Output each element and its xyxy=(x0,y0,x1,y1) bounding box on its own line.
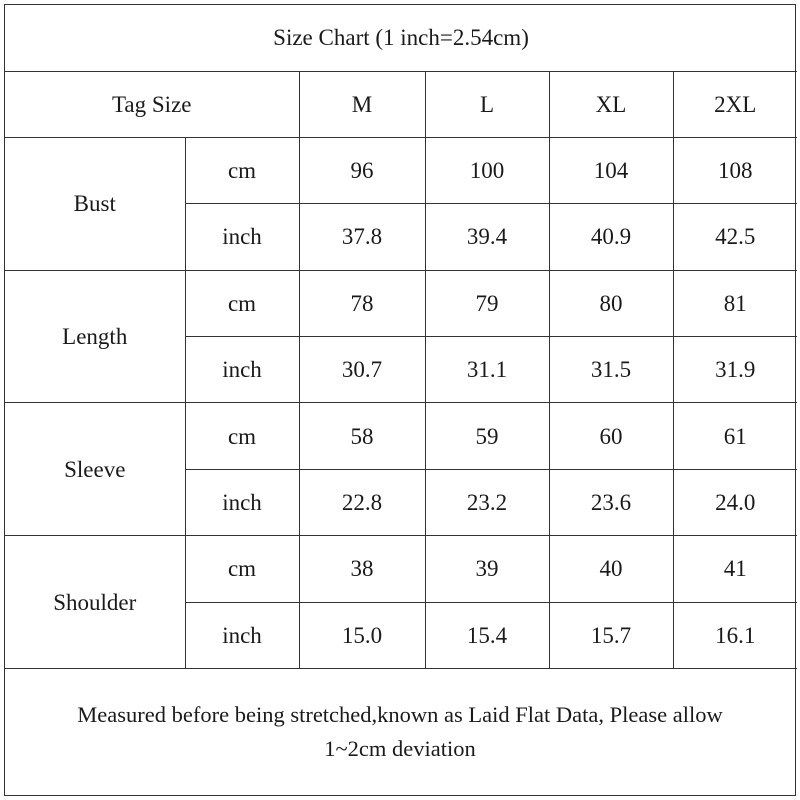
table-cell: 15.4 xyxy=(425,602,549,668)
table-cell: 37.8 xyxy=(299,204,425,270)
table-cell: 60 xyxy=(549,403,673,469)
table-cell: 31.9 xyxy=(673,337,797,403)
table-cell: 81 xyxy=(673,270,797,336)
table-cell: 22.8 xyxy=(299,469,425,535)
table-cell: 80 xyxy=(549,270,673,336)
table-cell: 42.5 xyxy=(673,204,797,270)
table-cell: 39 xyxy=(425,536,549,602)
measurement-label-bust: Bust xyxy=(5,137,185,270)
table-cell: 39.4 xyxy=(425,204,549,270)
measurement-label-shoulder: Shoulder xyxy=(5,536,185,669)
table-row xyxy=(5,536,797,602)
table-cell: 79 xyxy=(425,270,549,336)
measurement-label-sleeve: Sleeve xyxy=(5,403,185,536)
unit-label: inch xyxy=(185,602,299,668)
unit-label: cm xyxy=(185,137,299,203)
table-cell: 24.0 xyxy=(673,469,797,535)
table-cell: 59 xyxy=(425,403,549,469)
unit-label: cm xyxy=(185,536,299,602)
unit-label: inch xyxy=(185,469,299,535)
size-header-m: M xyxy=(299,71,425,137)
table-cell: 15.0 xyxy=(299,602,425,668)
table-cell: 61 xyxy=(673,403,797,469)
size-chart xyxy=(4,4,796,796)
size-table xyxy=(5,5,797,669)
table-cell: 41 xyxy=(673,536,797,602)
table-cell: 30.7 xyxy=(299,337,425,403)
unit-label: cm xyxy=(185,403,299,469)
table-row xyxy=(5,137,797,203)
table-cell: 40.9 xyxy=(549,204,673,270)
size-header-xl: XL xyxy=(549,71,673,137)
tag-size-label: Tag Size xyxy=(5,71,299,137)
table-cell: 23.6 xyxy=(549,469,673,535)
unit-label: inch xyxy=(185,204,299,270)
table-cell: 40 xyxy=(549,536,673,602)
note-line-1: Measured before being stretched,known as Laid Flat Data, Please allow xyxy=(77,702,723,727)
table-cell: 31.5 xyxy=(549,337,673,403)
table-row xyxy=(5,403,797,469)
table-cell: 100 xyxy=(425,137,549,203)
table-cell: 15.7 xyxy=(549,602,673,668)
note-line-2: 1~2cm deviation xyxy=(324,736,476,761)
table-cell: 23.2 xyxy=(425,469,549,535)
table-cell: 16.1 xyxy=(673,602,797,668)
deviation-note xyxy=(5,669,795,795)
table-cell: 78 xyxy=(299,270,425,336)
table-cell: 58 xyxy=(299,403,425,469)
unit-label: inch xyxy=(185,337,299,403)
table-cell: 104 xyxy=(549,137,673,203)
table-cell: 108 xyxy=(673,137,797,203)
table-row xyxy=(5,270,797,336)
table-cell: 96 xyxy=(299,137,425,203)
table-cell: 31.1 xyxy=(425,337,549,403)
size-header-2xl: 2XL xyxy=(673,71,797,137)
unit-label: cm xyxy=(185,270,299,336)
chart-title: Size Chart (1 inch=2.54cm) xyxy=(5,5,797,71)
measurement-label-length: Length xyxy=(5,270,185,403)
table-cell: 38 xyxy=(299,536,425,602)
size-header-l: L xyxy=(425,71,549,137)
